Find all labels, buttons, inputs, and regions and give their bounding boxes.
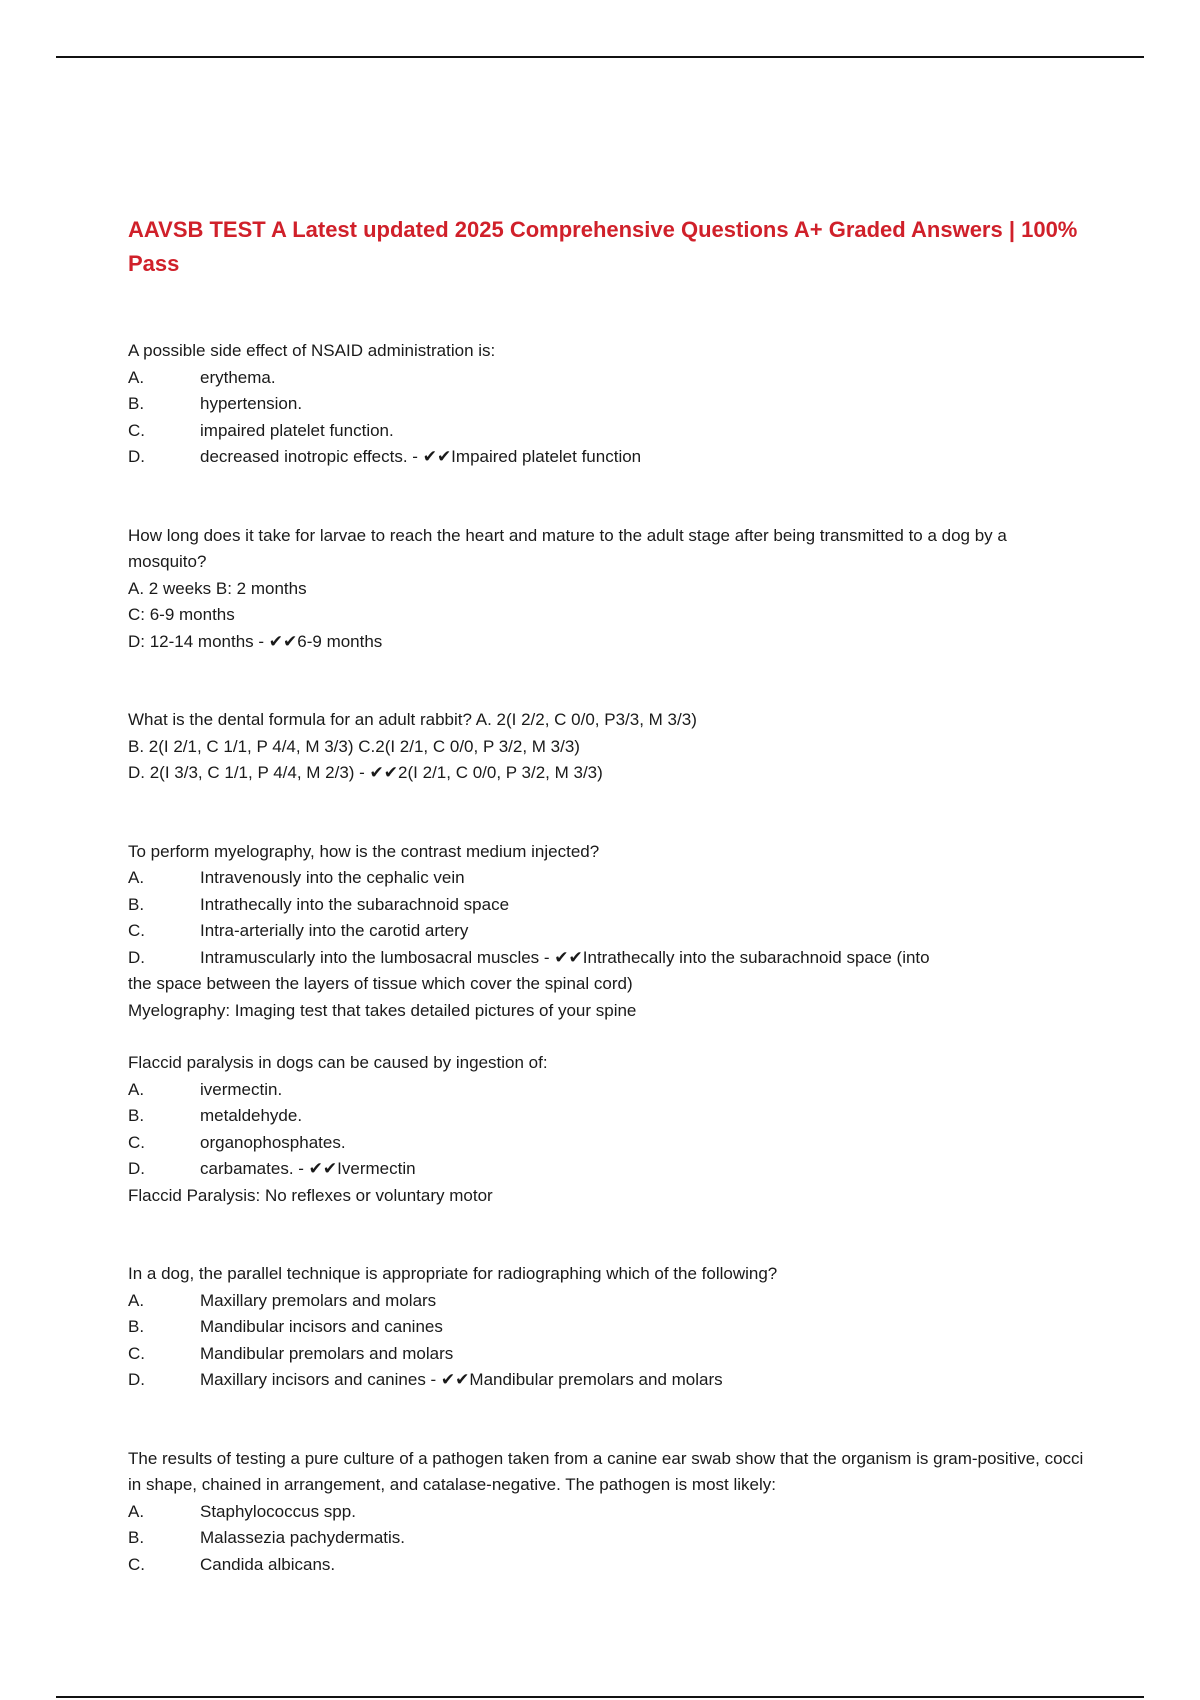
option-b: B. Intrathecally into the subarachnoid space xyxy=(128,894,510,914)
question-1 xyxy=(128,338,1088,471)
answer-note: Flaccid Paralysis: No reflexes or voluntary motor xyxy=(128,1185,493,1205)
option-a: A. ivermectin. xyxy=(128,1079,283,1099)
question-3 xyxy=(128,707,1088,787)
option-b: B. Malassezia pachydermatis. xyxy=(128,1528,406,1547)
question-line: C: 6-9 months xyxy=(128,605,235,624)
question-4 xyxy=(128,839,1088,1025)
option-c: C. impaired platelet function. xyxy=(128,420,394,440)
option-c: C. Mandibular premolars and molars xyxy=(128,1343,454,1363)
option-b: B. Mandibular incisors and canines xyxy=(128,1317,443,1336)
question-2 xyxy=(128,523,1088,656)
option-d-answer: D. Maxillary incisors and canines - ✔✔Mandibular premolars and molars xyxy=(128,1370,723,1389)
answer-note: Myelography: Imaging test that takes detailed pictures of your spine xyxy=(128,1000,637,1020)
option-d-answer: D. decreased inotropic effects. - ✔✔Impaired platelet function xyxy=(128,447,642,466)
question-stem: In a dog, the parallel technique is appropriate for radiographing which of the following? xyxy=(128,1264,778,1283)
question-stem: To perform myelography, how is the contrast medium injected? xyxy=(128,841,600,861)
question-stem: How long does it take for larvae to reach the heart and mature to the adult stage after being transmitted to a dog by a mosquito? xyxy=(128,525,1007,571)
option-d-answer: D. Intramuscularly into the lumbosacral muscles - ✔✔Intrathecally into the subarachnoid space (into xyxy=(128,947,930,967)
question-line: B. 2(I 2/1, C 1/1, P 4/4, M 3/3) C.2(I 2/1, C 0/0, P 3/2, M 3/3) xyxy=(128,736,580,756)
question-answer-line: D. 2(I 3/3, C 1/1, P 4/4, M 2/3) - ✔✔2(I 2/1, C 0/0, P 3/2, M 3/3) xyxy=(128,763,603,782)
question-5 xyxy=(128,1050,1088,1209)
question-stem: Flaccid paralysis in dogs can be caused by ingestion of: xyxy=(128,1053,548,1072)
question-answer-line: D: 12-14 months - ✔✔6-9 months xyxy=(128,631,383,651)
option-c: C. Intra-arterially into the carotid artery xyxy=(128,921,469,940)
question-stem: A possible side effect of NSAID administration is: xyxy=(128,341,496,360)
answer-continuation: the space between the layers of tissue which cover the spinal cord) xyxy=(128,974,633,993)
option-b: B. metaldehyde. xyxy=(128,1106,303,1125)
option-b: B. hypertension. xyxy=(128,394,303,413)
option-a: A. erythema. xyxy=(128,367,276,387)
question-stem: The results of testing a pure culture of a pathogen taken from a canine ear swab show that the organism is gram-positive, cocci in shape, chained in arrangement, and catalase-negative. The pathogen is most likely: xyxy=(128,1448,1084,1494)
question-6 xyxy=(128,1261,1088,1394)
question-7 xyxy=(128,1446,1088,1579)
option-d-answer: D. carbamates. - ✔✔Ivermectin xyxy=(128,1159,416,1178)
document-title: AAVSB TEST A Latest updated 2025 Comprehensive Questions A+ Graded Answers | 100% Pass xyxy=(128,217,1078,276)
question-stem: What is the dental formula for an adult rabbit? A. 2(I 2/2, C 0/0, P3/3, M 3/3) xyxy=(128,710,697,729)
top-rule xyxy=(56,56,1144,58)
option-c: C. organophosphates. xyxy=(128,1132,346,1152)
option-a: A. Maxillary premolars and molars xyxy=(128,1290,437,1310)
option-c: C. Candida albicans. xyxy=(128,1554,336,1574)
question-line: A. 2 weeks B: 2 months xyxy=(128,578,307,598)
option-a: A. Intravenously into the cephalic vein xyxy=(128,868,465,887)
questions-list xyxy=(128,338,1088,1630)
bottom-rule xyxy=(56,1696,1144,1698)
option-a: A. Staphylococcus spp. xyxy=(128,1501,356,1521)
